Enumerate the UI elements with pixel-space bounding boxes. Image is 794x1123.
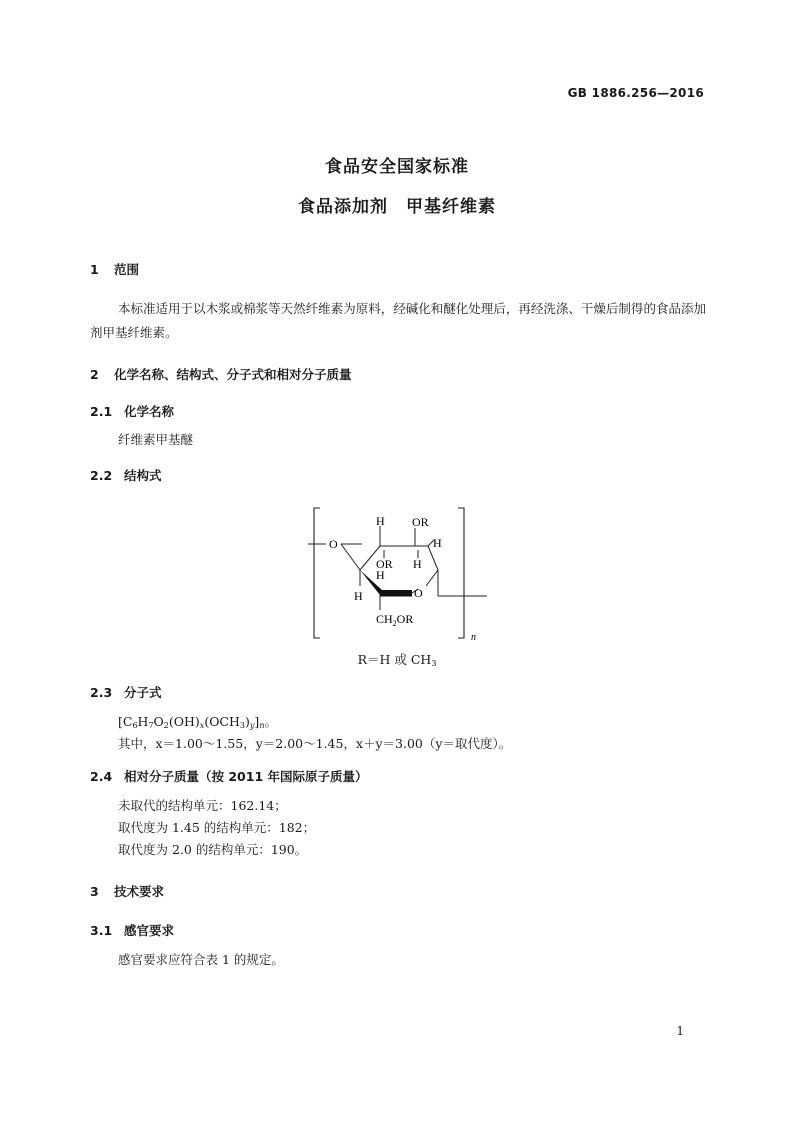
sensory-requirement-text: 感官要求应符合表 1 的规定。 [118, 952, 284, 967]
label-ring-o: O [414, 586, 423, 600]
label-ch2or: $CH_2OR$ [376, 612, 414, 628]
section-2-heading: 2 化学名称、结构式、分子式和相对分子质量 [90, 367, 352, 382]
label-n: n [471, 632, 476, 643]
section-2-1-heading: 2.1 化学名称 [90, 404, 175, 419]
label-h-mid2: H [413, 557, 422, 571]
standard-code: GB 1886.256—2016 [567, 86, 704, 100]
document-title: 食品安全国家标准 [325, 157, 469, 177]
label-or-top: OR [412, 515, 429, 529]
section-3-1-heading: 3.1 感官要求 [90, 923, 175, 938]
molecular-mass-line-2: 取代度为 1.45 的结构单元：182； [118, 820, 316, 835]
section-1-heading: 1 范围 [90, 262, 140, 277]
section-2-4-heading: 2.4 相对分子质量（按 2011 年国际原子质量） [90, 769, 368, 784]
section-1-paragraph: 本标准适用于以木浆或棉浆等天然纤维素为原料，经碱化和醚化处理后，再经洗涤、干燥后制得的食品添加剂甲基纤维素。 [90, 301, 706, 340]
molecular-mass-line-1: 未取代的结构单元：162.14； [118, 798, 287, 813]
page-number: 1 [676, 1024, 684, 1038]
label-h-top: H [376, 514, 385, 528]
document-subtitle: 食品添加剂 甲基纤维素 [298, 197, 496, 217]
label-left-o: O [329, 537, 338, 551]
section-2-3-heading: 2.3 分子式 [90, 685, 162, 700]
structural-formula [300, 500, 500, 645]
section-2-2-heading: 2.2 结构式 [90, 468, 162, 483]
label-or-mid: OR [376, 557, 393, 571]
molecular-mass-line-3: 取代度为 2.0 的结构单元：190。 [118, 842, 308, 857]
chemical-name: 纤维素甲基醚 [118, 432, 194, 447]
substitution-range: 其中，x＝1.00～1.55，y＝2.00～1.45，x＋y＝3.00（y＝取代度）。 [118, 736, 512, 751]
label-h-left: H [354, 589, 363, 603]
label-h-right: H [433, 536, 442, 550]
molecular-formula: $[C_6H_7O_2(OH)_x(OCH_3)_y]_n$。 [118, 714, 277, 730]
label-h-mid: H [376, 568, 385, 582]
structure-caption: R＝H 或 $CH_3$ [357, 652, 437, 668]
section-3-heading: 3 技术要求 [90, 884, 165, 899]
